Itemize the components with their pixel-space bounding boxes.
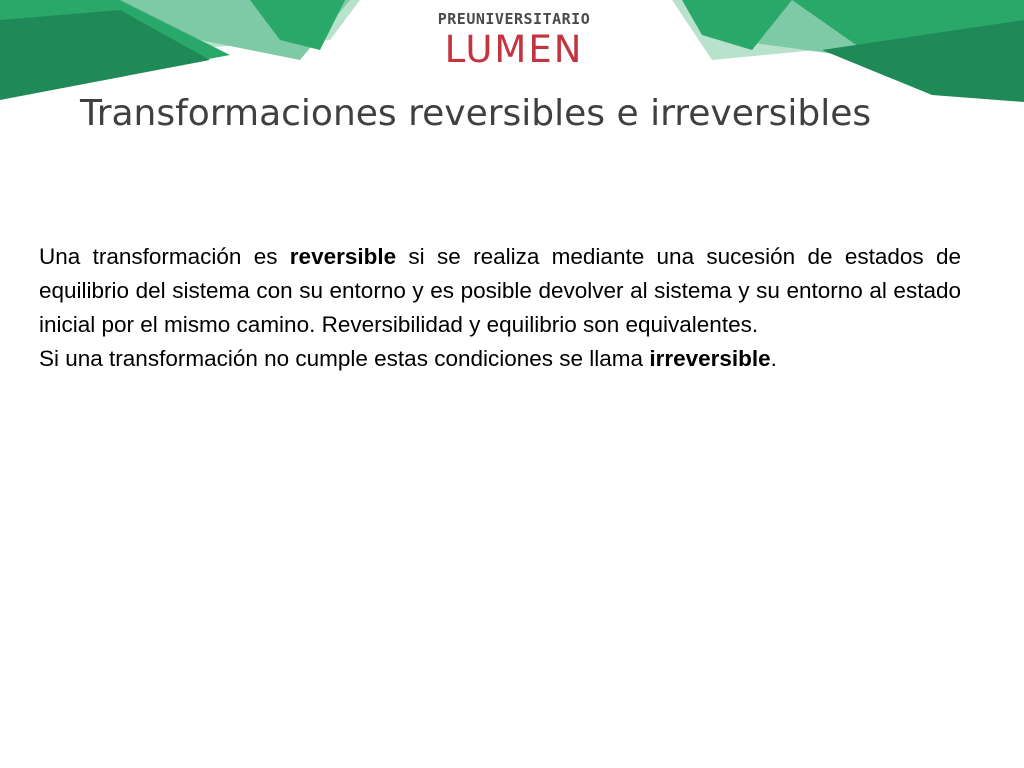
brand-logo xyxy=(436,10,592,72)
slide-title: Transformaciones reversibles e irreversibles xyxy=(80,93,872,134)
term-irreversible: irreversible xyxy=(649,346,771,371)
term-reversible: reversible xyxy=(289,244,397,269)
text-run: Si una transformación no cumple estas condiciones se llama xyxy=(39,346,650,371)
logo-tagline: PREUNIVERSITARIO xyxy=(437,10,591,28)
text-run: Una transformación es xyxy=(39,244,290,269)
text-run: . xyxy=(770,346,777,371)
text-run: si se realiza mediante una sucesión de estados de equilibrio del sistema con su entorno y es posible devolver al sistema y su entorno al estado inicial por el mismo camino. Reversibilidad y equilibrio son equivalentes. xyxy=(39,244,961,337)
paragraph-reversible-definition xyxy=(39,240,961,342)
paragraph-irreversible-definition xyxy=(39,342,961,376)
logo-wordmark: LUMEN xyxy=(444,28,584,71)
slide-body xyxy=(39,240,961,376)
